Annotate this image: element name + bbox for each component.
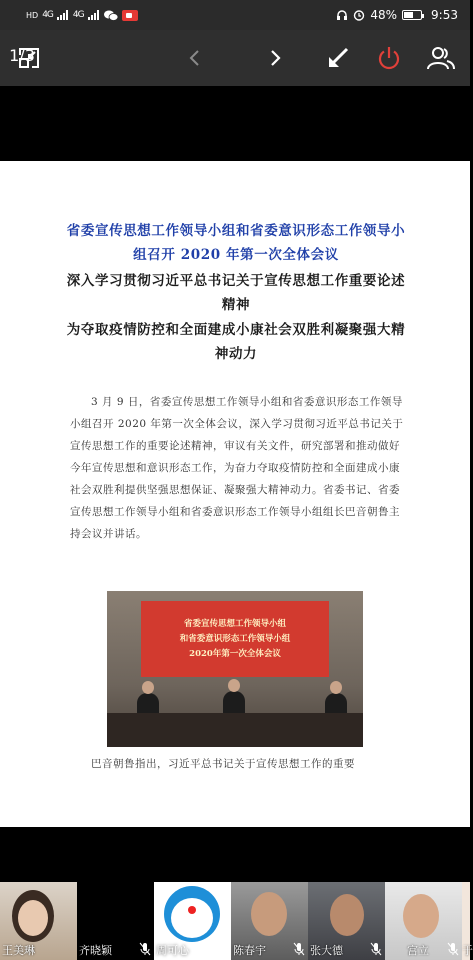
exit-fullscreen-button[interactable] <box>16 45 42 71</box>
status-right <box>336 8 458 22</box>
clock-time: 9:53 <box>431 8 458 22</box>
mic-muted-icon <box>139 942 151 956</box>
network-hd-label: HD <box>26 10 39 20</box>
headset-icon <box>336 9 348 21</box>
mic-muted-icon <box>447 942 459 956</box>
participant-tile[interactable] <box>385 882 462 960</box>
status-bar <box>0 0 470 30</box>
participant-tile[interactable] <box>462 882 473 960</box>
presentation-toolbar <box>0 30 470 86</box>
mic-muted-icon <box>293 942 305 956</box>
stop-sharing-button[interactable] <box>375 44 403 72</box>
participant-name: 王美琳 <box>2 944 35 957</box>
signal-4g-2-label: 4G <box>72 10 84 20</box>
participant-name: 宫立 <box>407 944 429 957</box>
participant-tile[interactable] <box>231 882 308 960</box>
previous-page-button[interactable] <box>186 46 202 70</box>
participants-icon <box>426 45 456 71</box>
participant-tile[interactable] <box>77 882 154 960</box>
participant-tile[interactable] <box>154 882 231 960</box>
document-body-paragraph: 3 月 9 日，省委宣传思想工作领导小组和省委意识形态工作领导小组召开 2020 年第一次全体会议，深入学习贯彻习近平总书记关于宣传思想工作的重要论述精神，审议有关文件，研究部署和推动做好今年宣传思想和意识形态工作，为奋力夺取疫情防控和全面建成小康社会双胜利提供坚强思想保证、凝聚强大精神动力。省委书记、省委宣传思想工作领导小组和省委意识形态工作领导小组组长巴音朝鲁主持会议并讲话。 <box>70 396 404 540</box>
exit-fullscreen-icon <box>17 46 41 70</box>
participant-tile[interactable] <box>308 882 385 960</box>
mic-muted-icon <box>370 942 382 956</box>
document-subtitle-1: 深入学习贯彻习近平总书记关于宣传思想工作重要论述精神 <box>66 273 406 313</box>
banner-line-2: 和省委意识形态工作领导小组 <box>179 633 291 644</box>
participant-name: 周可心 <box>156 944 189 957</box>
participant-strip <box>0 882 473 960</box>
participant-name: 于 <box>462 944 473 957</box>
annotate-button[interactable] <box>324 44 352 72</box>
signal-bars-icon <box>57 10 69 20</box>
banner-line-3: 2020年第一次全体会议 <box>189 648 281 659</box>
participant-face <box>251 892 287 936</box>
battery-icon <box>402 10 422 20</box>
status-left <box>26 10 138 21</box>
participant-tile[interactable] <box>0 882 77 960</box>
alarm-icon <box>353 9 365 21</box>
shared-document-page <box>0 161 470 827</box>
participant-face <box>330 894 364 936</box>
participant-name: 张大德 <box>310 944 343 957</box>
participants-button[interactable] <box>426 44 456 72</box>
annotate-icon <box>325 45 351 71</box>
page-indicator: 1/3 <box>9 46 35 65</box>
signal-4g-1-label: 4G <box>42 10 53 20</box>
participant-name: 陈春宇 <box>233 944 266 957</box>
participant-name: 齐晓颖 <box>79 944 112 957</box>
banner-line-1: 省委宣传思想工作领导小组 <box>183 618 286 629</box>
mic-muted-icon <box>216 942 228 956</box>
chevron-right-icon <box>270 49 282 67</box>
photo-table <box>107 713 363 747</box>
doraemon-nose <box>188 906 196 914</box>
participant-face <box>403 894 439 938</box>
battery-percent: 48% <box>370 8 398 22</box>
wechat-icon <box>104 10 118 21</box>
next-page-button[interactable] <box>268 46 284 70</box>
meeting-photo <box>107 591 363 747</box>
participant-face <box>18 900 48 936</box>
screen-record-icon <box>122 10 138 21</box>
document-subtitle-2: 为夺取疫情防控和全面建成小康社会双胜利凝聚强大精神动力 <box>66 322 406 362</box>
doraemon-face <box>171 898 213 938</box>
signal-bars-icon <box>88 10 100 20</box>
document-title: 省委宣传思想工作领导小组和省委意识形态工作领导小组召开 2020 年第一次全体会议 <box>66 223 406 263</box>
document-continuation-text: 巴音朝鲁指出，习近平总书记关于宣传思想工作的重要 <box>91 758 355 770</box>
chevron-left-icon <box>188 49 200 67</box>
power-icon <box>376 45 402 71</box>
photo-banner <box>141 601 329 677</box>
